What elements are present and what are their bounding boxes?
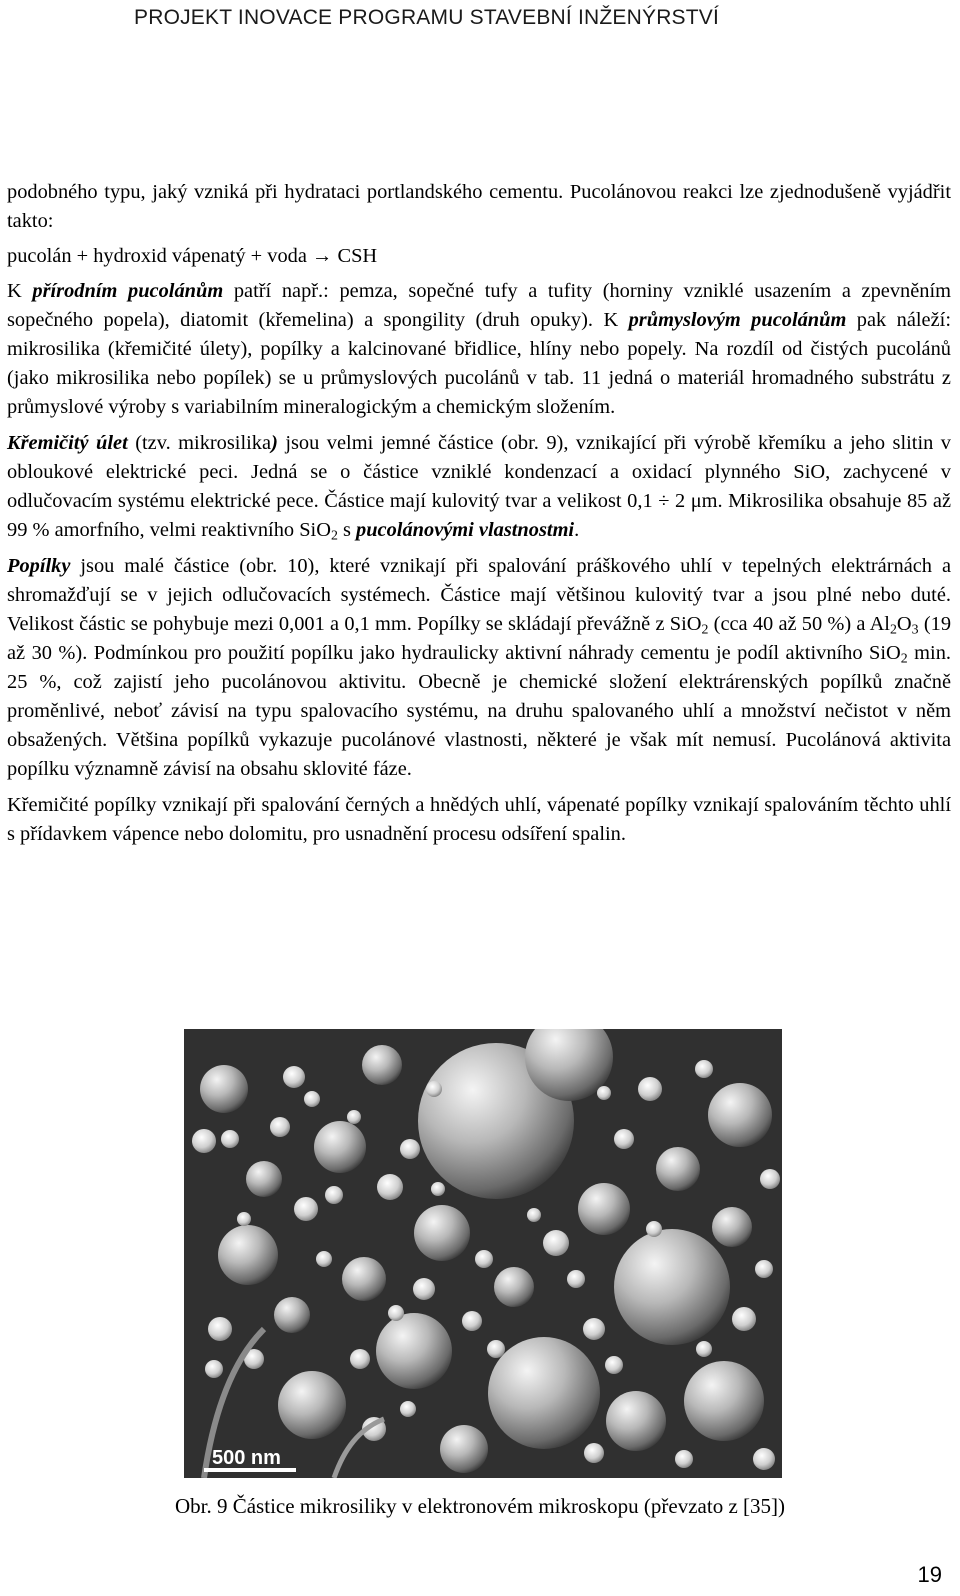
figure-caption: Obr. 9 Částice mikrosiliky v elektronovém mikroskopu (převzato z [35]) [174,1494,786,1518]
term-natural-pozzolans: přírodním pucolánům [32,280,224,302]
subscript: 2 [330,528,338,544]
paragraph-pozzolans [7,277,951,422]
subscript: 3 [911,622,919,638]
paragraph-silica-fume [7,429,951,545]
subscript: 2 [900,651,908,667]
term-silica-fume: Křemičitý úlet [7,432,128,454]
text-run: jsou velmi jemné částice (obr. 9), vznikající při výrobě křemíku a jeho slitin v obloukové elektrické peci. Jedná se o částice vzniklé kondenzací a oxidací plynného SiO, zachycené v odlučovacím systému elektrické pece. Částice mají kulovitý tvar a velikost 0,1 ÷ 2 μm. Mikrosilika obsahuje 85 až 99 % amorfního, velmi reaktivního SiO [7,432,951,541]
text-run: pak náleží: mikrosilika (křemičité úlety), popílky a kalcinované břidlice, hlíny nebo popely. Na rozdíl od čistých pucolánů (jako mikrosilika nebo popílek) se u průmyslových pucolánů v tab. 11 jedná o materiál hromadného substrátu z průmyslové výroby s variabilním mineralogickým a chemickým složením. [7,309,951,418]
text-run: (19 až 30 %). Podmínkou pro použití popílku jako hydraulicky aktivní náhrady cementu je podíl aktivního SiO [7,613,952,664]
text-run: (tzv. mikrosilika [127,432,272,454]
term-fly-ash: Popílky [7,555,71,577]
term-pozzolanic-properties: pucolánovými vlastnostmi [356,519,575,541]
body-text [7,178,951,849]
term-industrial-pozzolans: průmyslovým pucolánům [628,309,847,331]
scale-label: 500 nm [212,1447,281,1469]
page-number: 19 [917,1562,942,1587]
text-run: s [337,519,357,541]
subscript: 2 [701,622,709,638]
text-run: jsou malé částice (obr. 10), které vznikají při spalování práškového uhlí v tepelných elektrárnách a shromažďují se v jejich odlučovacích systémech. Částice mají většinou kulovitý tvar a jsou plné nebo duté. Velikost částic se pohybuje mezi 0,001 a 0,1 mm. Popílky se skládají převážně z SiO [7,555,951,635]
text-run: O [896,613,912,635]
text-run: K [7,280,33,302]
subscript: 2 [889,622,897,638]
text-run: (cca 40 až 50 %) a Al [708,613,890,635]
micrograph-drawing [184,1029,782,1478]
sem-micrograph-image [184,1029,782,1478]
text-run: patří např.: pemza, sopečné tufy a tufity (horniny vzniklé usazením a zpevněním sopečného popela), diatomit (křemelina) a spongility (druh opuky). K [7,280,951,331]
equation-line: pucolán + hydroxid vápenatý + voda → CSH [7,245,378,267]
paragraph-fly-ash-types: Křemičité popílky vznikají při spalování černých a hnědých uhlí, vápenaté popílky vznikají spalováním těchto uhlí s přídavkem vápence nebo dolomitu, pro usnadnění procesu odsíření spalin. [7,794,951,845]
text-run: min. 25 %, což zajistí jeho pucolánovou aktivitu. Obecně je chemické složení elektrárenských popílků značně proměnlivé, neboť závisí na typu spalovacího systému, na druhu spalovaného uhlí a množství nečistot v něm obsažených. Většina popílků vykazuje pucolánové vlastnosti, některé je však mít nemusí. Pucolánová aktivita popílku významně závisí na obsahu sklovité fáze. [7,642,951,780]
text-run: . [574,519,580,541]
text-run: ) [271,432,278,454]
paragraph-1: podobného typu, jaký vzniká při hydrataci portlandského cementu. Pucolánovou reakci lze zjednodušeně vyjádřit takto: [7,181,951,232]
running-header: PROJEKT INOVACE PROGRAMU STAVEBNÍ INŽENÝRSTVÍ [134,6,720,29]
paragraph-fly-ash [7,552,951,784]
